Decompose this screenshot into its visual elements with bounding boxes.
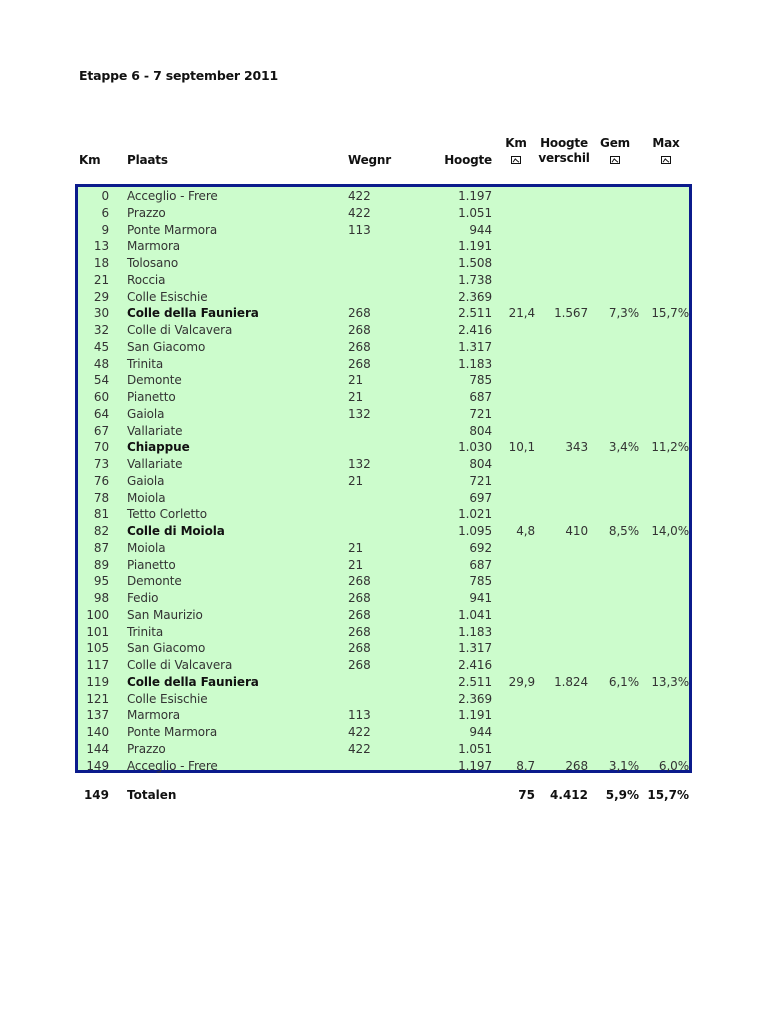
route-place: Colle di Moiola: [127, 524, 225, 538]
route-road-number: 21: [348, 540, 364, 555]
route-km: 137: [86, 708, 109, 723]
table-row: [78, 506, 689, 523]
route-road-number: 422: [348, 205, 371, 220]
climb-length: 29,9: [508, 674, 535, 689]
route-km: 21: [93, 272, 109, 287]
route-place: Moiola: [127, 540, 166, 555]
route-rows: [78, 188, 689, 774]
table-row: [78, 188, 689, 205]
climb-elevation-gain: 343: [565, 440, 588, 455]
header-hoogteverschil-line2: verschil: [538, 151, 590, 165]
climb-elevation-gain: 410: [565, 524, 588, 538]
route-km: 32: [93, 323, 109, 337]
route-altitude: 1.317: [458, 641, 492, 656]
header-plaats: Plaats: [127, 153, 168, 167]
header-max-label: Max: [652, 136, 680, 150]
climb-elevation-gain: 268: [565, 758, 588, 773]
route-altitude: 2.511: [458, 306, 492, 321]
route-altitude: 1.183: [458, 624, 492, 639]
route-km: 30: [93, 306, 109, 321]
route-place: Roccia: [127, 272, 166, 287]
table-row: [78, 540, 689, 557]
route-km: 121: [86, 691, 109, 706]
route-road-number: 268: [348, 624, 371, 639]
header-climb-km: [500, 136, 532, 166]
route-altitude: 721: [469, 406, 492, 421]
table-row: [78, 557, 689, 574]
table-row: [78, 741, 689, 758]
route-km: 95: [93, 574, 109, 589]
totals-km: 149: [83, 788, 109, 802]
table-row: [78, 691, 689, 708]
header-km: Km: [79, 153, 101, 167]
route-place: Acceglio - Frere: [127, 758, 218, 773]
climb-max-gradient: 14,0%: [651, 524, 689, 538]
route-altitude: 785: [469, 574, 492, 589]
header-hoogteverschil-line1: Hoogte: [540, 136, 588, 150]
route-place: Vallariate: [127, 423, 183, 438]
route-road-number: 422: [348, 725, 371, 739]
totals-row: [75, 788, 692, 806]
route-place: San Giacomo: [127, 339, 206, 354]
route-place: Colle di Valcavera: [127, 658, 233, 672]
table-row: [78, 339, 689, 356]
route-altitude: 944: [469, 222, 492, 237]
route-road-number: 113: [348, 708, 371, 723]
header-climb-km-label: Km: [505, 136, 527, 150]
route-place: Prazzo: [127, 205, 166, 220]
route-altitude: 2.511: [458, 674, 492, 689]
route-place: Ponte Marmora: [127, 222, 218, 237]
route-km: 60: [93, 390, 109, 404]
table-row: [78, 674, 689, 691]
table-row: [78, 289, 689, 306]
route-km: 82: [93, 524, 109, 538]
route-road-number: 21: [348, 473, 364, 488]
route-altitude: 2.369: [458, 691, 492, 706]
climb-max-gradient: 13,3%: [651, 674, 689, 689]
route-km: 48: [93, 356, 109, 371]
route-altitude: 692: [469, 540, 492, 555]
table-row: [78, 356, 689, 373]
route-place: Colle della Fauniera: [127, 674, 259, 689]
route-km: 101: [86, 624, 109, 639]
route-km: 64: [93, 406, 109, 421]
route-altitude: 721: [469, 473, 492, 488]
climb-length: 10,1: [508, 440, 535, 455]
page-title: Etappe 6 - 7 september 2011: [79, 68, 278, 83]
totals-gem: 5,9%: [605, 788, 639, 802]
route-place: Marmora: [127, 708, 181, 723]
route-place: Gaiola: [127, 406, 165, 421]
table-row: [78, 205, 689, 222]
route-altitude: 1.051: [458, 205, 492, 220]
route-road-number: 21: [348, 557, 364, 572]
route-altitude: 1.041: [458, 607, 492, 622]
route-altitude: 785: [469, 373, 492, 388]
table-row: [78, 372, 689, 389]
climb-length: 21,4: [508, 306, 535, 321]
route-altitude: 1.051: [458, 741, 492, 756]
route-place: Chiappue: [127, 440, 190, 455]
route-altitude: 1.183: [458, 356, 492, 371]
table-row: [78, 439, 689, 456]
route-km: 45: [93, 339, 109, 354]
route-altitude: 1.317: [458, 339, 492, 354]
route-altitude: 1.095: [458, 524, 492, 538]
route-place: Demonte: [127, 373, 182, 388]
totals-hoogteverschil: 4.412: [550, 788, 588, 802]
route-road-number: 268: [348, 658, 371, 672]
route-road-number: 268: [348, 339, 371, 354]
route-road-number: 268: [348, 356, 371, 371]
totals-climb-km: 75: [518, 788, 535, 802]
route-place: Ponte Marmora: [127, 725, 218, 739]
route-place: Moiola: [127, 490, 166, 505]
totals-max: 15,7%: [647, 788, 689, 802]
route-place: Acceglio - Frere: [127, 189, 218, 203]
route-road-number: 268: [348, 306, 371, 321]
table-row: [78, 490, 689, 507]
route-km: 87: [93, 540, 109, 555]
route-road-number: 422: [348, 741, 371, 756]
route-place: Trinita: [127, 356, 164, 371]
route-place: Colle di Valcavera: [127, 323, 233, 337]
route-road-number: 268: [348, 607, 371, 622]
table-row: [78, 222, 689, 239]
route-place: Tetto Corletto: [127, 507, 207, 522]
route-road-number: 113: [348, 222, 371, 237]
header-max: [648, 136, 684, 166]
route-road-number: 268: [348, 574, 371, 589]
table-row: [78, 322, 689, 339]
route-km: 89: [93, 557, 109, 572]
route-altitude: 2.369: [458, 289, 492, 304]
route-km: 0: [101, 189, 109, 203]
route-km: 9: [101, 222, 109, 237]
climb-length: 8,7: [516, 758, 535, 773]
route-altitude: 697: [469, 490, 492, 505]
route-altitude: 1.030: [458, 440, 492, 455]
route-altitude: 2.416: [458, 323, 492, 337]
climb-max-gradient: 11,2%: [651, 440, 689, 455]
climb-max-gradient: 6,0%: [658, 758, 689, 773]
route-road-number: 132: [348, 457, 371, 471]
table-row: [78, 590, 689, 607]
climb-avg-gradient: 3,4%: [608, 440, 639, 455]
table-row: [78, 640, 689, 657]
mountain-peak-icon: [500, 152, 532, 166]
route-km: 78: [93, 490, 109, 505]
route-altitude: 687: [469, 390, 492, 404]
table-row: [78, 389, 689, 406]
route-km: 144: [86, 741, 109, 756]
route-altitude: 1.738: [458, 272, 492, 287]
route-km: 119: [86, 674, 109, 689]
header-gem-label: Gem: [600, 136, 630, 150]
route-place: Colle Esischie: [127, 289, 208, 304]
route-km: 67: [93, 423, 109, 438]
route-km: 6: [101, 205, 109, 220]
table-row: [78, 456, 689, 473]
route-km: 73: [93, 457, 109, 471]
route-place: Fedio: [127, 591, 159, 605]
totals-label: Totalen: [127, 788, 177, 802]
route-altitude: 1.021: [458, 507, 492, 522]
route-km: 54: [93, 373, 109, 388]
table-row: [78, 724, 689, 741]
climb-avg-gradient: 6,1%: [608, 674, 639, 689]
route-km: 70: [93, 440, 109, 455]
route-place: Colle Esischie: [127, 691, 208, 706]
route-road-number: 132: [348, 406, 371, 421]
route-place: Colle della Fauniera: [127, 306, 259, 321]
table-row: [78, 607, 689, 624]
route-place: Tolosano: [127, 256, 179, 270]
climb-elevation-gain: 1.824: [554, 674, 588, 689]
route-km: 100: [86, 607, 109, 622]
route-place: Trinita: [127, 624, 164, 639]
route-place: Pianetto: [127, 557, 176, 572]
header-hoogte: Hoogte: [444, 153, 492, 167]
route-place: Vallariate: [127, 457, 183, 471]
route-altitude: 944: [469, 725, 492, 739]
header-hoogteverschil: [535, 136, 593, 165]
route-altitude: 804: [469, 457, 492, 471]
climb-avg-gradient: 3,1%: [608, 758, 639, 773]
route-road-number: 268: [348, 641, 371, 656]
table-row: [78, 624, 689, 641]
table-row: [78, 255, 689, 272]
climb-elevation-gain: 1.567: [554, 306, 588, 321]
route-place: Prazzo: [127, 741, 166, 756]
route-km: 140: [86, 725, 109, 739]
route-place: San Giacomo: [127, 641, 206, 656]
route-place: San Maurizio: [127, 607, 203, 622]
route-altitude: 1.197: [458, 189, 492, 203]
route-altitude: 1.197: [458, 758, 492, 773]
mountain-peak-icon: [597, 152, 633, 166]
table-row: [78, 707, 689, 724]
climb-avg-gradient: 7,3%: [608, 306, 639, 321]
route-road-number: 21: [348, 373, 364, 388]
route-place: Marmora: [127, 239, 181, 254]
table-row: [78, 573, 689, 590]
route-altitude: 2.416: [458, 658, 492, 672]
table-row: [78, 305, 689, 322]
table-row: [78, 272, 689, 289]
route-road-number: 21: [348, 390, 364, 404]
table-row: [78, 473, 689, 490]
route-place: Pianetto: [127, 390, 176, 404]
route-km: 98: [93, 591, 109, 605]
route-road-number: 268: [348, 323, 371, 337]
route-altitude: 941: [469, 591, 492, 605]
route-km: 13: [93, 239, 109, 254]
route-altitude: 687: [469, 557, 492, 572]
route-km: 149: [86, 758, 109, 773]
route-km: 76: [93, 473, 109, 488]
mountain-peak-icon: [648, 152, 684, 166]
climb-max-gradient: 15,7%: [651, 306, 689, 321]
route-altitude: 1.191: [458, 239, 492, 254]
route-table: [75, 184, 692, 773]
table-row: [78, 758, 689, 775]
header-wegnr: Wegnr: [348, 153, 391, 167]
route-road-number: 422: [348, 189, 371, 203]
route-place: Demonte: [127, 574, 182, 589]
route-altitude: 1.191: [458, 708, 492, 723]
route-km: 29: [93, 289, 109, 304]
table-row: [78, 657, 689, 674]
route-road-number: 268: [348, 591, 371, 605]
route-km: 18: [93, 256, 109, 270]
route-altitude: 804: [469, 423, 492, 438]
table-row: [78, 423, 689, 440]
route-altitude: 1.508: [458, 256, 492, 270]
route-km: 105: [86, 641, 109, 656]
route-km: 117: [86, 658, 109, 672]
table-row: [78, 238, 689, 255]
route-km: 81: [93, 507, 109, 522]
header-gem: [597, 136, 633, 166]
table-row: [78, 523, 689, 540]
climb-length: 4,8: [516, 524, 535, 538]
climb-avg-gradient: 8,5%: [608, 524, 639, 538]
table-row: [78, 406, 689, 423]
route-place: Gaiola: [127, 473, 165, 488]
